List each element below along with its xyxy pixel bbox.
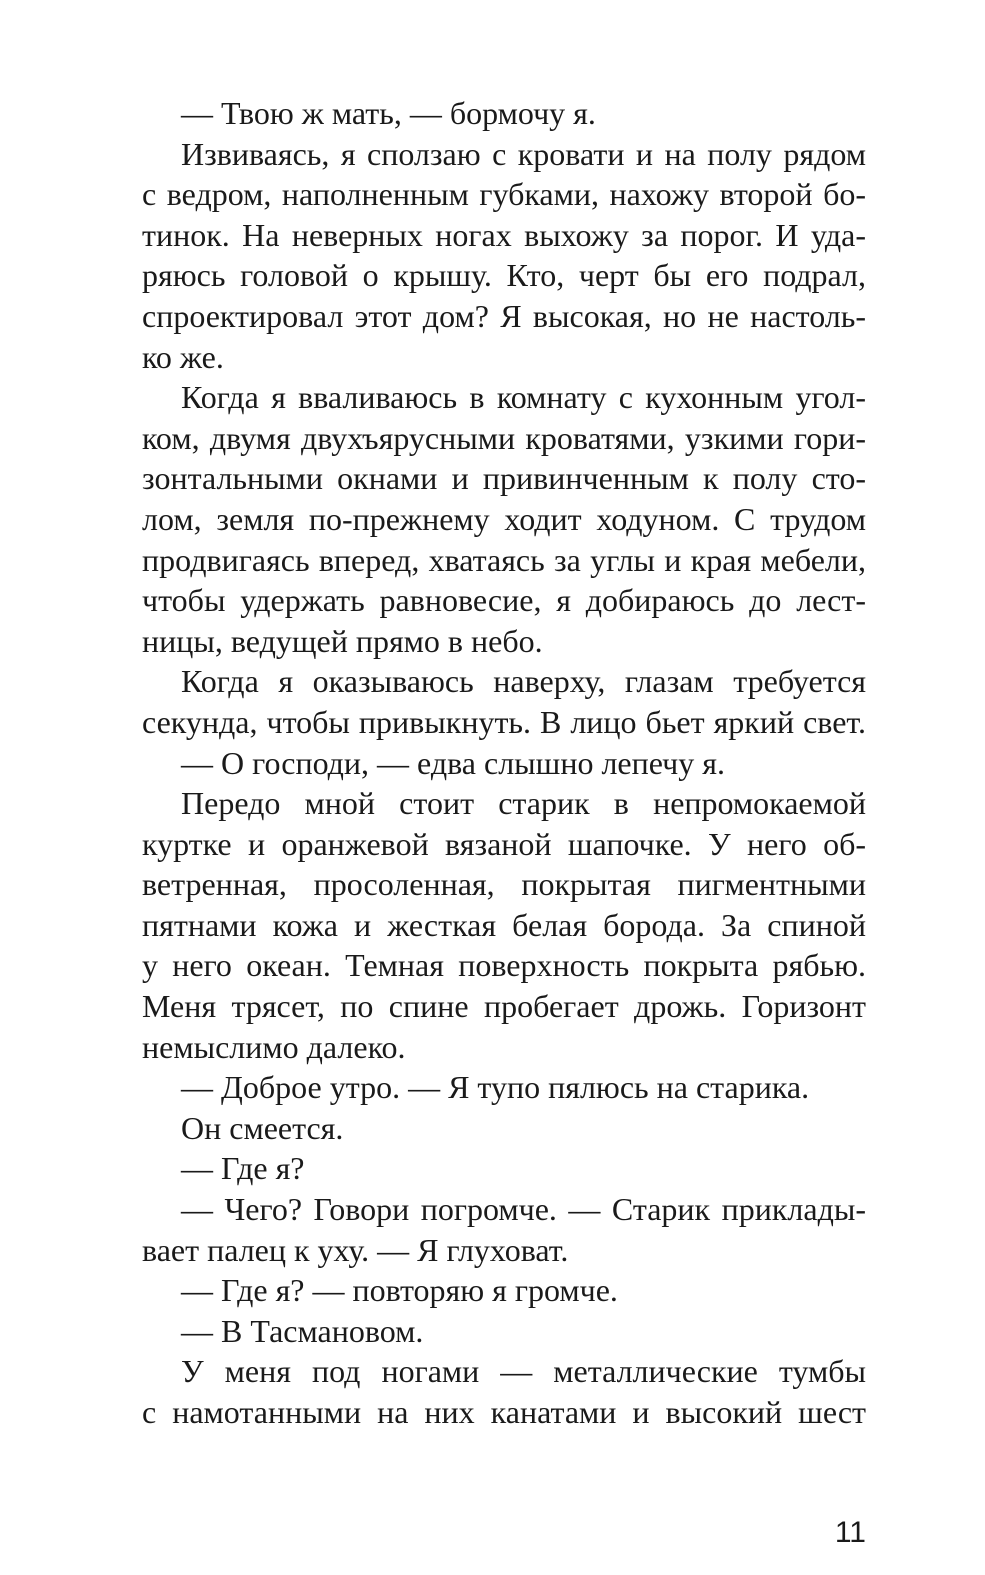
text-line: ветренная, просоленная, покрытая пигментными [142, 866, 866, 903]
text-line: у него океан. Темная поверхность покрыта рябью. [142, 947, 866, 984]
text-line: чтобы удержать равновесие, я добираюсь до лест- [142, 582, 866, 619]
text-line: У меня под ногами — металлические тумбы [181, 1353, 866, 1390]
text-line: лом, земля по-прежнему ходит ходуном. С трудом [142, 500, 866, 537]
text-line: куртке и оранжевой вязаной шапочке. У него об- [142, 825, 866, 862]
text-line: тинок. На неверных ногах выхожу за порог. И уда- [142, 216, 866, 253]
text-line: зонтальными окнами и привинченным к полу сто- [142, 460, 866, 497]
text-line: ницы, ведущей прямо в небо. [142, 622, 543, 659]
text-line: — Доброе утро. — Я тупо пялюсь на старика. [181, 1069, 810, 1106]
text-line: Передо мной стоит старик в непромокаемой [181, 785, 866, 822]
text-line: — Где я? [181, 1150, 305, 1187]
text-line: — Чего? Говори погромче. — Старик приклады- [181, 1191, 866, 1228]
text-line: Когда я вваливаюсь в комнату с кухонным угол- [181, 379, 866, 416]
text-line: ко же. [142, 338, 224, 375]
text-line: — О господи, — едва слышно лепечу я. [181, 744, 725, 781]
text-line: — Где я? — повторяю я громче. [181, 1272, 618, 1309]
page-body [142, 93, 866, 1433]
text-line: — Твою ж мать, — бормочу я. [181, 95, 596, 131]
text-line: спроектировал этот дом? Я высокая, но не настоль- [142, 297, 866, 334]
text-line: Когда я оказываюсь наверху, глазам требуется [181, 663, 866, 700]
text-line: вает палец к уху. — Я глуховат. [142, 1231, 569, 1268]
text-line: пятнами кожа и жесткая белая борода. За спиной [142, 906, 866, 943]
text-line: Извиваясь, я сползаю с кровати и на полу рядом [181, 135, 866, 172]
page-number: 11 [834, 1516, 866, 1549]
text-line: ряюсь головой о крышу. Кто, черт бы его подрал, [142, 257, 866, 294]
text-line: Меня трясет, по спине пробегает дрожь. Горизонт [142, 988, 866, 1025]
text-line: ком, двумя двухъярусными кроватями, узкими гори- [142, 419, 866, 456]
text-line: с намотанными на них канатами и высокий шест [142, 1394, 866, 1430]
text-line: секунда, чтобы привыкнуть. В лицо бьет яркий свет. [142, 703, 866, 740]
text-line: Он смеется. [181, 1109, 344, 1146]
text-line: немыслимо далеко. [142, 1028, 406, 1065]
text-line: с ведром, наполненным губками, нахожу второй бо- [142, 176, 866, 213]
text-line: продвигаясь вперед, хватаясь за углы и края мебели, [142, 541, 866, 578]
text-line: — В Тасмановом. [181, 1312, 424, 1349]
